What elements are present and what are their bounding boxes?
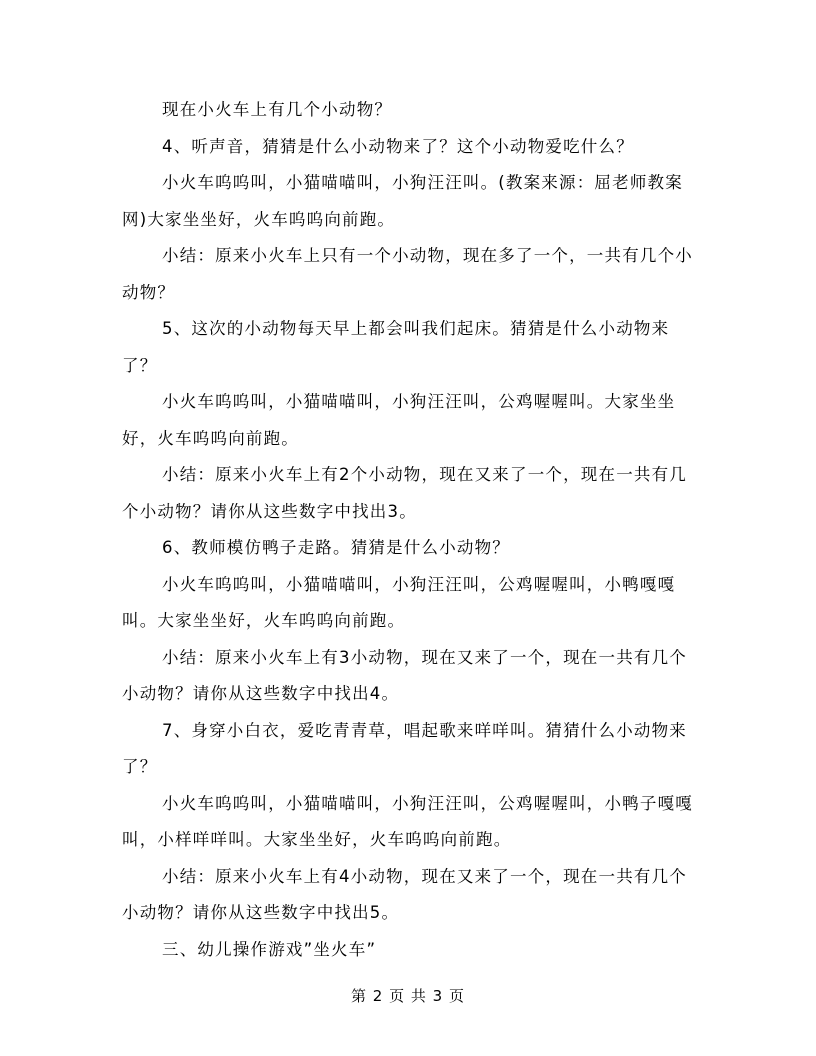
paragraph: 小结：原来小火车上有3小动物，现在又来了一个，现在一共有几个小动物？请你从这些数字中找出4。 (122, 647, 687, 703)
paragraph: 小火车呜呜叫，小猫喵喵叫，小狗汪汪叫，公鸡喔喔叫，小鸭子嘎嘎叫，小样咩咩叫。大家坐坐好，火车呜呜向前跑。 (122, 793, 693, 849)
paragraph: 三、幼儿操作游戏”坐火车” (162, 939, 377, 959)
document-body (122, 92, 702, 968)
paragraph: 4、听声音，猜猜是什么小动物来了？这个小动物爱吃什么？ (162, 136, 634, 156)
paragraph: 现在小火车上有几个小动物？ (162, 100, 393, 119)
paragraph: 6、教师模仿鸭子走路。猜猜是什么小动物？ (162, 538, 510, 557)
paragraph: 小结：原来小火车上只有一个小动物，现在多了一个，一共有几个小动物？ (122, 246, 693, 302)
paragraph: 5、这次的小动物每天早上都会叫我们起床。猜猜是什么小动物来了？ (122, 319, 670, 375)
paragraph: 小结：原来小火车上有4小动物，现在又来了一个，现在一共有几个小动物？请你从这些数字中找出5。 (122, 866, 687, 922)
page-footer (0, 985, 816, 1006)
paragraph: 小火车呜呜叫，小猫喵喵叫，小狗汪汪叫，公鸡喔喔叫。大家坐坐好，火车呜呜向前跑。 (122, 392, 676, 448)
paragraph: 7、身穿小白衣，爱吃青青草，唱起歌来咩咩叫。猜猜什么小动物来了？ (122, 720, 687, 776)
footer-prefix: 第 (350, 987, 367, 1005)
paragraph: 小火车呜呜叫，小猫喵喵叫，小狗汪汪叫，公鸡喔喔叫，小鸭嘎嘎叫。大家坐坐好，火车呜呜向前跑。 (122, 574, 676, 630)
footer-suffix: 页 (449, 987, 466, 1005)
footer-current-page: 2 (372, 987, 384, 1005)
paragraph: 小结：原来小火车上有2个小动物，现在又来了一个，现在一共有几个小动物？请你从这些数字中找出3。 (122, 465, 687, 521)
footer-middle: 页 共 (389, 987, 427, 1005)
paragraph: 小火车呜呜叫，小猫喵喵叫，小狗汪汪叫。(教案来源：屈老师教案网)大家坐坐好，火车呜呜向前跑。 (122, 173, 683, 229)
footer-total-pages: 3 (432, 987, 444, 1005)
